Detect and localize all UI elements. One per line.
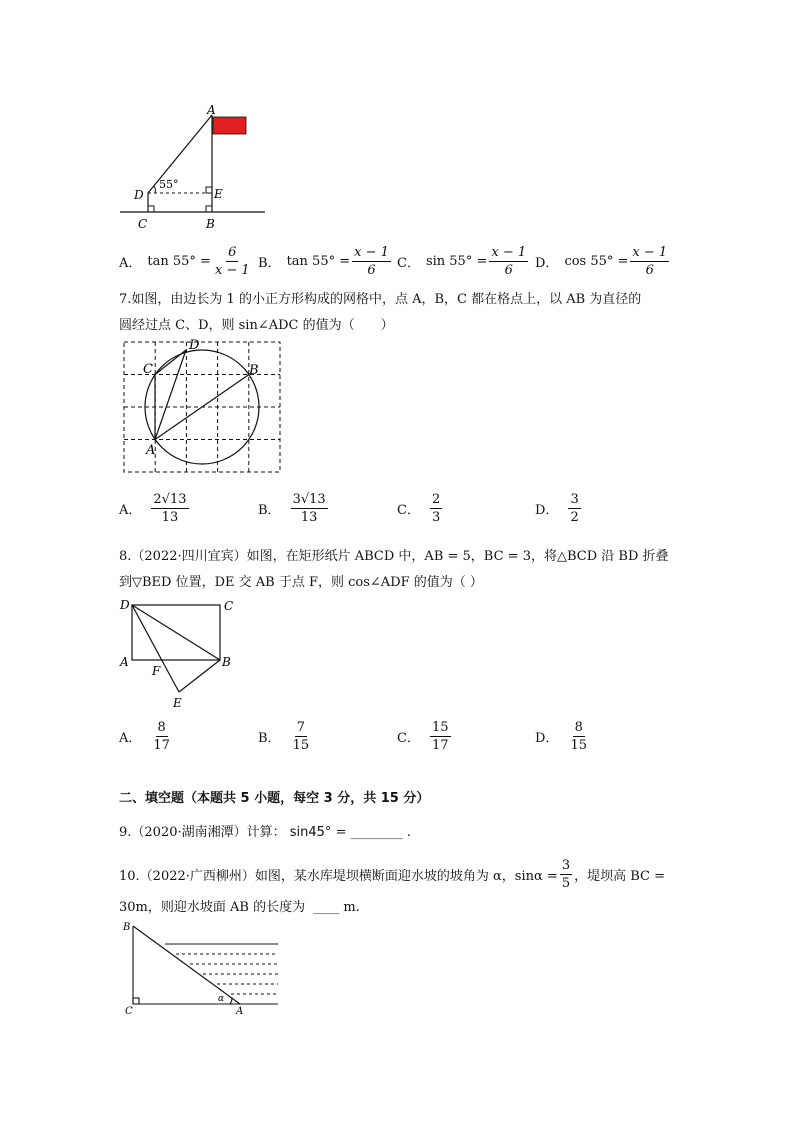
q7-option-a[interactable]: [119, 491, 191, 526]
q10-blank[interactable]: ____: [313, 900, 340, 915]
q7-line2: 圆经过点 C、D，则 sin∠ADC 的值为（ ）: [119, 318, 394, 333]
q8-option-c[interactable]: [397, 719, 453, 754]
q9-expression: sin45°: [289, 825, 332, 840]
label-B: B: [222, 655, 231, 669]
q8-option-a[interactable]: [119, 719, 174, 754]
option-letter: A．: [119, 731, 142, 746]
option-fraction: $\frac{8}{15}$: [570, 720, 587, 753]
label-A: A: [120, 655, 129, 669]
q10-text-b: ，堤坝高 BC =: [574, 869, 665, 884]
q6-option-c[interactable]: [397, 244, 530, 279]
sin-alpha-fraction: $\frac{3}{5}$: [561, 858, 571, 891]
q8-line2: 到▽BED 位置，DE 交 AB 于点 F，则 cos∠ADF 的值为（ ）: [119, 575, 483, 590]
option-func: tan 55° =: [147, 254, 211, 269]
dam-figure: [118, 916, 283, 1018]
q9-equals: =: [335, 825, 351, 840]
option-fraction: $\frac{15}{17}$: [431, 720, 449, 753]
option-letter: A．: [119, 256, 142, 271]
label-B: B: [123, 922, 131, 933]
q10-text-d: m.: [343, 900, 360, 915]
q10-text-c: 30m，则迎水坡面 AB 的长度为: [119, 900, 306, 915]
q8-line1: 8.（2022·四川宜宾）如图，在矩形纸片 ABCD 中，AB = 5，BC = 3，将△BCD 沿 BD 折叠: [119, 549, 669, 564]
label-C: C: [143, 362, 153, 377]
folded-rectangle-figure: [114, 595, 244, 713]
q7-line1: 7.如图，由边长为 1 的小正方形构成的网格中，点 A，B，C 都在格点上，以 AB 为直径的: [119, 292, 642, 307]
option-letter: B．: [258, 731, 281, 746]
option-letter: A．: [119, 503, 142, 518]
grid-circle-figure: [118, 336, 288, 478]
option-fraction: $\frac{x - 1}{6}$: [632, 245, 668, 278]
q7-option-c[interactable]: [397, 491, 444, 526]
option-fraction: $\frac{x - 1}{6}$: [491, 245, 527, 278]
label-D: D: [120, 598, 130, 612]
option-letter: C．: [397, 731, 420, 746]
label-E: E: [214, 187, 223, 201]
q6-option-d[interactable]: [535, 244, 671, 279]
label-C: C: [125, 1006, 133, 1017]
label-E: E: [173, 696, 182, 710]
option-func: tan 55° =: [286, 254, 351, 269]
option-fraction: $\frac{6}{x - 1}$: [214, 245, 250, 278]
label-D: D: [134, 188, 144, 202]
option-letter: B．: [258, 503, 281, 518]
label-angle: 55°: [159, 178, 179, 191]
q8-option-b[interactable]: [258, 719, 313, 754]
label-B: B: [249, 363, 259, 378]
label-F: F: [152, 664, 161, 678]
q6-option-b[interactable]: [258, 244, 393, 279]
option-letter: C．: [397, 503, 420, 518]
label-A: A: [146, 443, 156, 458]
label-A: A: [207, 103, 216, 117]
flag: [213, 117, 246, 134]
flagpole-figure: [110, 100, 270, 235]
label-D: D: [189, 338, 200, 353]
q10-text-a: 10.（2022·广西柳州）如图，某水库堤坝横断面迎水坡的坡角为 α，sinα =: [119, 869, 558, 884]
q7-option-d[interactable]: [535, 491, 583, 526]
q10-line2: [119, 896, 360, 915]
label-B: B: [206, 217, 215, 231]
option-func: cos 55° =: [564, 254, 629, 269]
section-heading: 二、填空题（本题共 5 小题，每空 3 分，共 15 分）: [119, 791, 430, 806]
label-alpha: α: [218, 994, 225, 1004]
option-fraction: $\frac{7}{15}$: [292, 720, 310, 753]
q8-option-d[interactable]: [535, 719, 591, 754]
option-fraction: $\frac{x - 1}{6}$: [354, 245, 389, 278]
option-fraction: $\frac{3√13}{13}$: [292, 492, 326, 525]
option-letter: B．: [258, 256, 281, 271]
option-letter: D．: [535, 256, 559, 271]
q9-prefix: 9.（2020·湖南湘潭）计算：: [119, 825, 286, 840]
q6-option-a[interactable]: [119, 244, 254, 279]
q9-end: .: [406, 825, 411, 840]
label-C: C: [224, 599, 234, 613]
option-letter: C．: [397, 256, 420, 271]
label-C: C: [138, 217, 148, 231]
q9-blank[interactable]: ________: [350, 825, 403, 840]
option-letter: D．: [535, 731, 559, 746]
option-func: sin 55° =: [425, 254, 488, 269]
q7-option-b[interactable]: [258, 491, 330, 526]
option-fraction: $\frac{2√13}{13}$: [153, 492, 187, 525]
option-fraction: $\frac{2}{3}$: [431, 492, 441, 525]
label-A: A: [236, 1006, 244, 1017]
option-letter: D．: [535, 503, 559, 518]
option-fraction: $\frac{8}{17}$: [153, 720, 170, 753]
q10-line1: [119, 857, 665, 892]
option-fraction: $\frac{3}{2}$: [570, 492, 579, 525]
q9-line: [119, 821, 411, 840]
